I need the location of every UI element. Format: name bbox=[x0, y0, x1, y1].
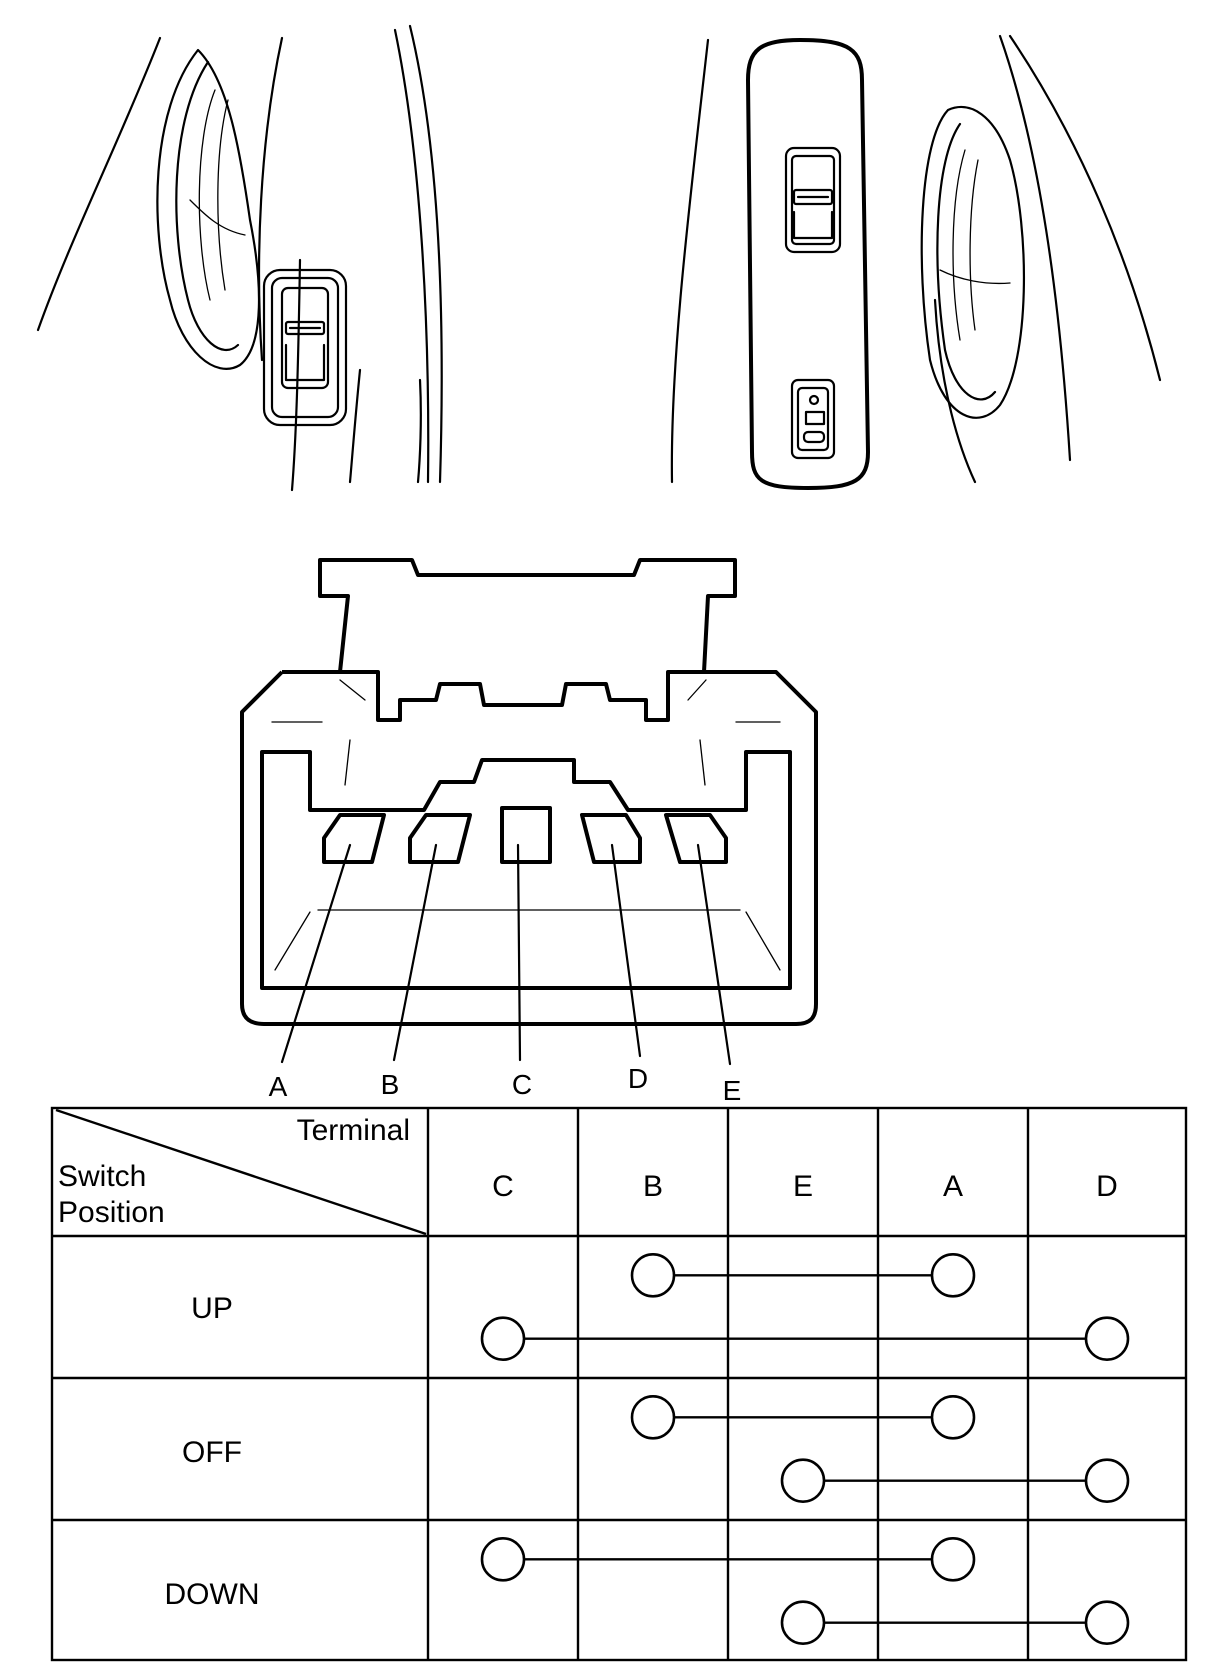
header-switch: Switch bbox=[58, 1160, 147, 1193]
header-terminal: Terminal bbox=[296, 1114, 410, 1147]
connection-node-down-d bbox=[1086, 1602, 1128, 1644]
connection-node-up-d bbox=[1086, 1318, 1128, 1360]
terminal-a-pin bbox=[324, 815, 384, 862]
connection-node-off-e bbox=[782, 1460, 824, 1502]
left-door-illustration bbox=[38, 26, 442, 490]
right-door-illustration bbox=[672, 36, 1160, 488]
terminal-label-d: D bbox=[627, 1063, 649, 1094]
terminal-label-a: A bbox=[268, 1071, 288, 1102]
connection-node-down-e bbox=[782, 1602, 824, 1644]
connection-node-down-a bbox=[932, 1538, 974, 1580]
connection-node-up-b bbox=[632, 1254, 674, 1296]
continuity-table bbox=[52, 1108, 1186, 1660]
column-header-a: A bbox=[942, 1170, 964, 1203]
row-label-up: UP bbox=[191, 1292, 233, 1325]
terminal-d-pin bbox=[582, 815, 640, 862]
terminal-c-pin bbox=[502, 808, 550, 862]
header-position: Position bbox=[58, 1196, 165, 1229]
terminal-label-e: E bbox=[722, 1075, 742, 1106]
connection-node-off-a bbox=[932, 1396, 974, 1438]
column-header-c: C bbox=[492, 1170, 514, 1203]
connector-illustration bbox=[242, 560, 816, 1106]
column-header-b: B bbox=[642, 1170, 664, 1203]
column-header-e: E bbox=[792, 1170, 814, 1203]
connection-node-down-c bbox=[482, 1538, 524, 1580]
connection-node-up-c bbox=[482, 1318, 524, 1360]
connection-node-off-b bbox=[632, 1396, 674, 1438]
terminal-b-pin bbox=[410, 815, 470, 862]
terminal-label-c: C bbox=[511, 1069, 533, 1100]
terminal-e-pin bbox=[666, 815, 726, 862]
connection-node-off-d bbox=[1086, 1460, 1128, 1502]
row-label-down: DOWN bbox=[164, 1578, 260, 1611]
connection-node-up-a bbox=[932, 1254, 974, 1296]
row-label-off: OFF bbox=[182, 1436, 242, 1469]
column-header-d: D bbox=[1096, 1170, 1118, 1203]
terminal-label-b: B bbox=[380, 1069, 400, 1100]
